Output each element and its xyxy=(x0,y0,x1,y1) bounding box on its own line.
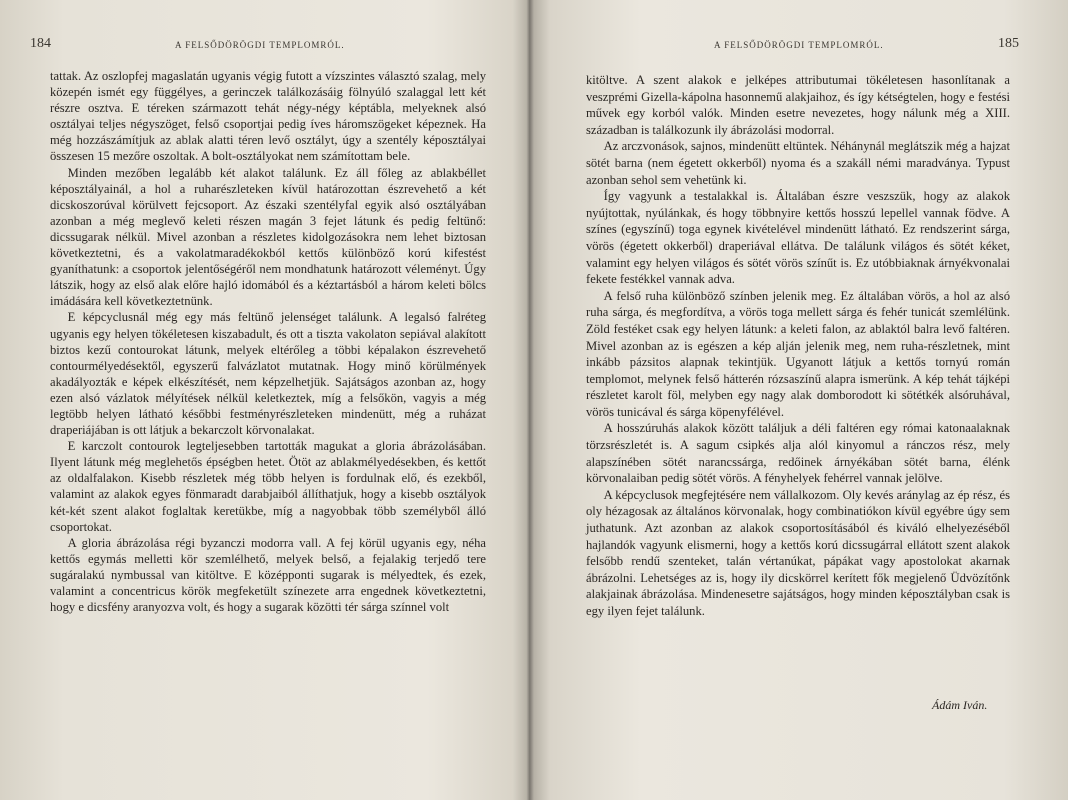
page-body xyxy=(586,72,1010,620)
page-body xyxy=(50,68,486,615)
paragraph: A gloria ábrázolása régi byzanczi modorra vall. A fej körül ugyanis egy, néha kettős egymás melletti kör szemlélhető, melyek belső, a fejalakig terjedő tere sugáralakú nymbussal van kitöltve. E középponti sugarak is mélyedtek, és ezek, valamint a concentricus körök megfeketült színezete arra engednek következtetni, hogy e dicsfény aranyozva volt, és hogy a sugarak közötti tér sárga színnel volt xyxy=(50,535,486,615)
paragraph: E képcyclusnál még egy más feltünő jelenséget találunk. A legalsó falréteg ugyanis egy helyen tökéletesen kiszabadult, és ott a tiszta vakolaton sepiával alakított biztos kezű contourokat látunk, melyek eltérőleg a többi képalakon észrevehető contourmélyedésektől, egyszerű falvázlatot mutatnak. Hogy minő körülmények akadályozták e képek elkészítését, nem képzelhetjük. Sajátságos azonban az, hogy ezen alsó vázlatok mélyítések nélkül keletkeztek, míg a felsőkön, vagyis a még legtöbb helyen látható későbbi festményrészleteken mindenütt, még a ruházat draperiájában is ott látjuk a bekarczolt körvonalakat. xyxy=(50,310,486,438)
paragraph: Minden mezőben legalább két alakot találunk. Ez áll főleg az ablakbéllet képosztályainál, a hol a ruharészleteken kívül határozottan észrevehető a két dicskoszorúval körülvett fejcsoport. Az északi szentélyfal egyik alsó osztályában azonban a még meglevő keleti részen magán 3 fejet látunk és pedig feltünő: dicssugarak nélkül. Mivel azonban a részletes kidolgozásokra nem lehet biztosan következtetni, és a vakolatmaradékokból kettős különböző korú kifestést gyaníthatunk: a csoportok jelentőségéről nem mondhatunk határozott véleményt. Úgy látszik, hogy az első alak előre hajló idomából és a kéztartásból a három keleti bölcs imádására kell következtetnünk. xyxy=(50,165,486,309)
right-page xyxy=(534,0,1068,800)
running-head: A FELSŐDÖRÖGDI TEMPLOMRÓL. xyxy=(175,40,345,50)
paragraph: Így vagyunk a testalakkal is. Általában észre veszszük, hogy az alakok nyújtottak, nyúlánkak, és hogy többnyire kettős hosszú lepellel vannak födve. A színes (egyszínű) toga egynek kivételével mindenütt látható. Ez rendszerint sárga, vörös (égetett okkerből) draperiával ellátva. De találunk világos és sötét kéket, valamint egy helyen világos és sötét vörös színűt is. Ez utóbbiaknak árnyékvonalai fekete festékkel vannak adva. xyxy=(586,189,1010,287)
page-number: 185 xyxy=(998,36,1019,51)
author-signature: Ádám Iván. xyxy=(932,698,988,712)
paragraph: Az arczvonások, sajnos, mindenütt eltüntek. Néhánynál meglátszik még a hajzat sötét barna (nem égetett okkerből) nyoma és a szakáll némi maradványa. Typust azonban sehol sem vehetünk ki. xyxy=(586,139,1010,187)
page-number: 184 xyxy=(30,36,51,51)
paragraph: E karczolt contourok legteljesebben tartották magukat a gloria ábrázolásában. Ilyent látunk még meglehetős épségben hetet. Ötöt az ablakmélyedésekben, és kettőt az oldalfalakon. Kisebb részletek még több helyen is fordulnak elő, és ezekből, valamint az alakok egyes fönmaradt darabjaiból állíthatjuk, hogy a kisebb osztályok két-két szent alakot foglaltak keretükbe, míg a nagyobbak több személyből álló csoportokat. xyxy=(50,439,486,534)
paragraph: tattak. Az oszlopfej magaslatán ugyanis végig futott a vízszintes választó szalag, mely közepén ismét egy függélyes, a gerinczek találkozásáig fölnyúló szalaggal lett két részre osztva. E téreken származott tehát négy-négy képtábla, melyeknek alsó osztályai teljes négyszöget, felső csoportjai pedig íves háromszögeket képeznek. Ha még hozzászámítjuk az ablak alatti téren levő osztályt, úgy a szentély képosztályai összesen 15 mezőre oszoltak. A bolt-osztályokat nem számítottam bele. xyxy=(50,69,486,164)
paragraph: A felső ruha különböző színben jelenik meg. Ez általában vörös, a hol az alsó ruha sárga, és megfordítva, a vörös toga mellett sárga és fehér tunicát szemlélünk. Zöld festéket csak egy helyen látunk: a keleti falon, az ablaktól balra levő faltéren. Mivel azonban az is egészen a kép alján jelenik meg, nem ruha-részletnek, mint inkább pázsitos alapnak tekintjük. Ugyanott látjuk a kettős tornyú román templomot, melynek felső hátterén rózsaszínű alapra ismerünk. A kép tehát tájképi részletet karolt föl, melyben egy nagy alak domborodott ki sötétkék alsóruhával, vörös tunicával és sárga köpenyfélével. xyxy=(586,288,1010,419)
paragraph: kitöltve. A szent alakok e jelképes attributumai tökéletesen hasonlítanak a veszprémi Gizella-kápolna hasonnemű alakjaihoz, és így kétségtelen, hogy e festési művek egy korból valók. Minden esetre nevezetes, hogy nálunk még a XIII. században is találkozunk ily ábrázolási modorral. xyxy=(586,73,1010,137)
running-head: A FELSŐDÖRÖGDI TEMPLOMRÓL. xyxy=(714,40,884,50)
paragraph: A hosszúruhás alakok között találjuk a déli faltéren egy római katonaalaknak törzsrészletét is. A sagum csipkés alja alól kinyomul a ránczos rész, mely alapszínében sötét narancssárga, redőinek árnyékában sötét barna, élénk körvonalaiban pedig sötét vörös. A fényhelyek fehérrel vannak jelölve. xyxy=(586,421,1010,486)
paragraph: A képcyclusok megfejtésére nem vállalkozom. Oly kevés aránylag az ép rész, és oly hézagosak az általános körvonalak, hogy combinatiókon kívül egyébre úgy sem juthatunk. Azt azonban az alakok csoportosításából és kiváló elhelyezéséből hajlandók vagyunk elismerni, hogy a kettős korú dicssugárral ellátott szent alakok felsőbb rendű szenteket, talán vértanúkat, pápákat vagy apostolokat akarnak ábrázolni. Lehetséges az is, hogy ily dicskörrel kerített fők megjelenő Üdvözítőnk alakjainak ábrázolása. Mindenesetre sajátságos, hogy minden képosztályban csak is egy ilyen fejet találunk. xyxy=(586,487,1010,618)
